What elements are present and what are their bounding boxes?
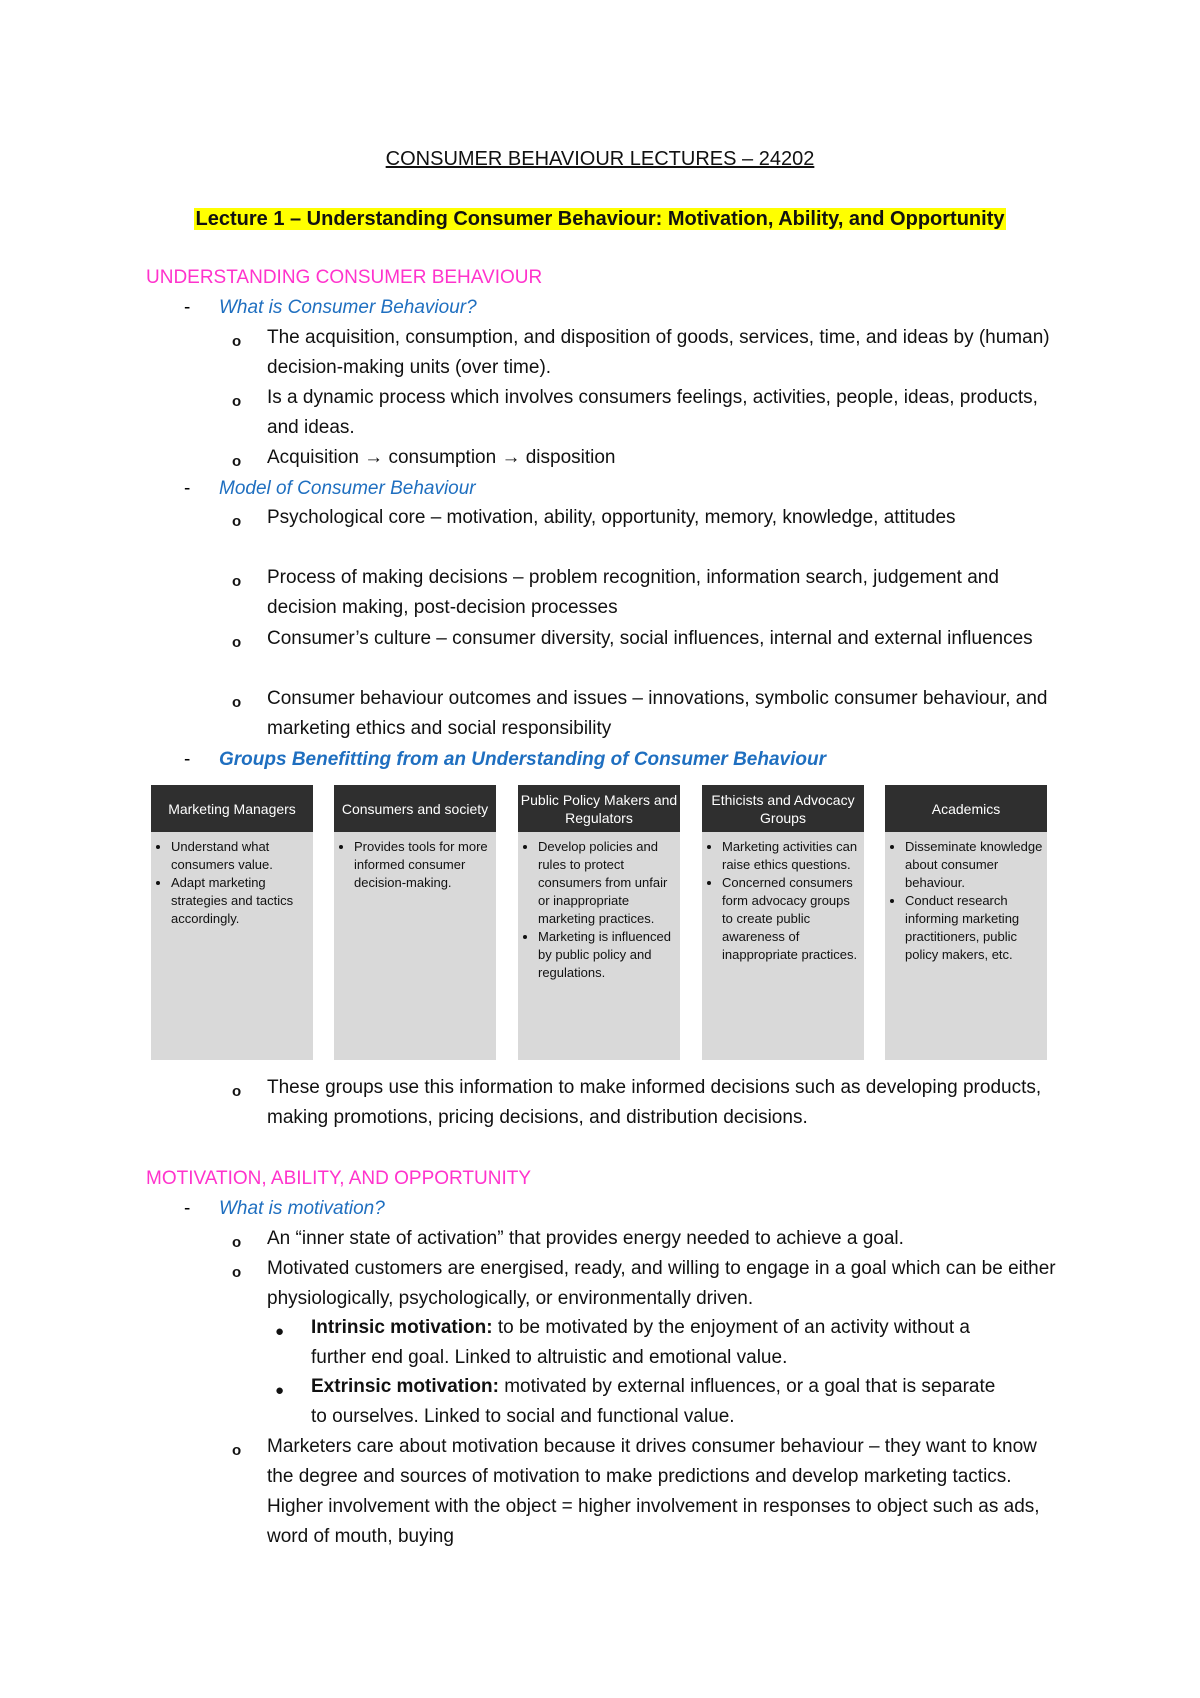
- group-item: • Conduct research informing marketing practitioners, public policy makers, etc.: [905, 892, 1047, 964]
- section-heading-motivation: MOTIVATION, ABILITY, AND OPPORTUNITY: [146, 1168, 532, 1189]
- group-title: Public Policy Makers and Regulators: [518, 785, 680, 832]
- group-title: Marketing Managers: [151, 785, 313, 832]
- point-definition: The acquisition, consumption, and disposition of goods, services, time, and ideas by (human) decision-making units (over time).: [267, 327, 1050, 378]
- group-box-marketing-managers: [151, 785, 313, 1060]
- point-decision-process: Process of making decisions – problem recognition, information search, judgement and decision making, post-decision processes: [267, 567, 999, 618]
- hollow-bullet-icon: o: [232, 694, 242, 711]
- group-title: Academics: [885, 785, 1047, 832]
- group-body: [518, 832, 680, 1060]
- extrinsic-text: motivated by external influences, or a goal that is separate to ourselves. Linked to social and functional value.: [311, 1376, 996, 1427]
- group-item: • Concerned consumers form advocacy groups to create public awareness of inappropriate practices.: [722, 874, 864, 964]
- document-title: CONSUMER BEHAVIOUR LECTURES – 24202: [385, 148, 815, 170]
- point-extrinsic: [311, 1372, 1011, 1432]
- group-item: • Provides tools for more informed consumer decision-making.: [354, 838, 496, 892]
- intrinsic-label: Intrinsic motivation:: [311, 1317, 493, 1338]
- group-box-ethicists: [702, 785, 864, 1060]
- lecture-title: [0, 208, 1200, 231]
- point-inner-state: An “inner state of activation” that provides energy needed to achieve a goal.: [267, 1228, 904, 1249]
- groups-diagram: [151, 785, 1047, 1060]
- subheading-what-is-motivation: What is motivation?: [219, 1198, 385, 1219]
- point-psychological-core: Psychological core – motivation, ability, opportunity, memory, knowledge, attitudes: [267, 507, 956, 528]
- group-item: • Develop policies and rules to protect consumers from unfair or inappropriate marketing practices.: [538, 838, 680, 928]
- group-box-consumers-society: [334, 785, 496, 1060]
- hollow-bullet-icon: o: [232, 333, 242, 350]
- filled-bullet-icon: ●: [275, 1382, 285, 1399]
- point-motivated-customers: Motivated customers are energised, ready, and willing to engage in a goal which can be either physiologically, psychologically, or environmentally driven.: [267, 1258, 1056, 1309]
- group-body: [885, 832, 1047, 1060]
- extrinsic-label: Extrinsic motivation:: [311, 1376, 499, 1397]
- point-acquisition-flow: Acquisition → consumption → disposition: [267, 447, 616, 468]
- filled-bullet-icon: ●: [275, 1323, 285, 1340]
- group-box-public-policy: [518, 785, 680, 1060]
- hollow-bullet-icon: o: [232, 573, 242, 590]
- hollow-bullet-icon: o: [232, 1264, 242, 1281]
- hollow-bullet-icon: o: [232, 634, 242, 651]
- group-body: [702, 832, 864, 1060]
- point-dynamic-process: Is a dynamic process which involves consumers feelings, activities, people, ideas, products, and ideas.: [267, 387, 1038, 438]
- group-title: Consumers and society: [334, 785, 496, 832]
- hollow-bullet-icon: o: [232, 1083, 242, 1100]
- section-heading-understanding: UNDERSTANDING CONSUMER BEHAVIOUR: [146, 267, 543, 288]
- hollow-bullet-icon: o: [232, 393, 242, 410]
- dash-bullet: -: [184, 478, 191, 499]
- hollow-bullet-icon: o: [232, 513, 242, 530]
- group-item: • Marketing activities can raise ethics questions.: [722, 838, 864, 874]
- hollow-bullet-icon: o: [232, 1442, 242, 1459]
- group-item: • Disseminate knowledge about consumer behaviour.: [905, 838, 1047, 892]
- group-body: [151, 832, 313, 1060]
- intrinsic-text: to be motivated by the enjoyment of an activity without a further end goal. Linked to altruistic and emotional value.: [311, 1317, 970, 1368]
- point-intrinsic: [311, 1313, 1011, 1373]
- subheading-what-is-consumer-behaviour: What is Consumer Behaviour?: [219, 297, 477, 318]
- point-culture: Consumer’s culture – consumer diversity, social influences, internal and external influences: [267, 628, 1033, 649]
- lecture-title-highlight: Lecture 1 – Understanding Consumer Behaviour: Motivation, Ability, and Opportunity: [195, 208, 1005, 230]
- hollow-bullet-icon: o: [232, 1234, 242, 1251]
- group-box-academics: [885, 785, 1047, 1060]
- subheading-model: Model of Consumer Behaviour: [219, 478, 476, 499]
- dash-bullet: -: [184, 749, 191, 770]
- dash-bullet: -: [184, 1198, 191, 1219]
- point-marketers-care: Marketers care about motivation because it drives consumer behaviour – they want to know the degree and sources of motivation to make predictions and develop marketing tactics. Higher involvement with the object = higher involvement in responses to object such as ads, word of mouth, buying: [267, 1436, 1040, 1547]
- group-item: • Marketing is influenced by public policy and regulations.: [538, 928, 680, 982]
- point-outcomes: Consumer behaviour outcomes and issues – innovations, symbolic consumer behaviour, and marketing ethics and social responsibility: [267, 688, 1048, 739]
- subheading-groups: Groups Benefitting from an Understanding of Consumer Behaviour: [219, 749, 826, 770]
- hollow-bullet-icon: o: [232, 453, 242, 470]
- group-item: • Understand what consumers value.: [171, 838, 313, 874]
- group-body: [334, 832, 496, 1060]
- group-title: Ethicists and Advocacy Groups: [702, 785, 864, 832]
- point-groups-note: These groups use this information to make informed decisions such as developing products, making promotions, pricing decisions, and distribution decisions.: [267, 1077, 1042, 1128]
- dash-bullet: -: [184, 297, 191, 318]
- group-item: • Adapt marketing strategies and tactics accordingly.: [171, 874, 313, 928]
